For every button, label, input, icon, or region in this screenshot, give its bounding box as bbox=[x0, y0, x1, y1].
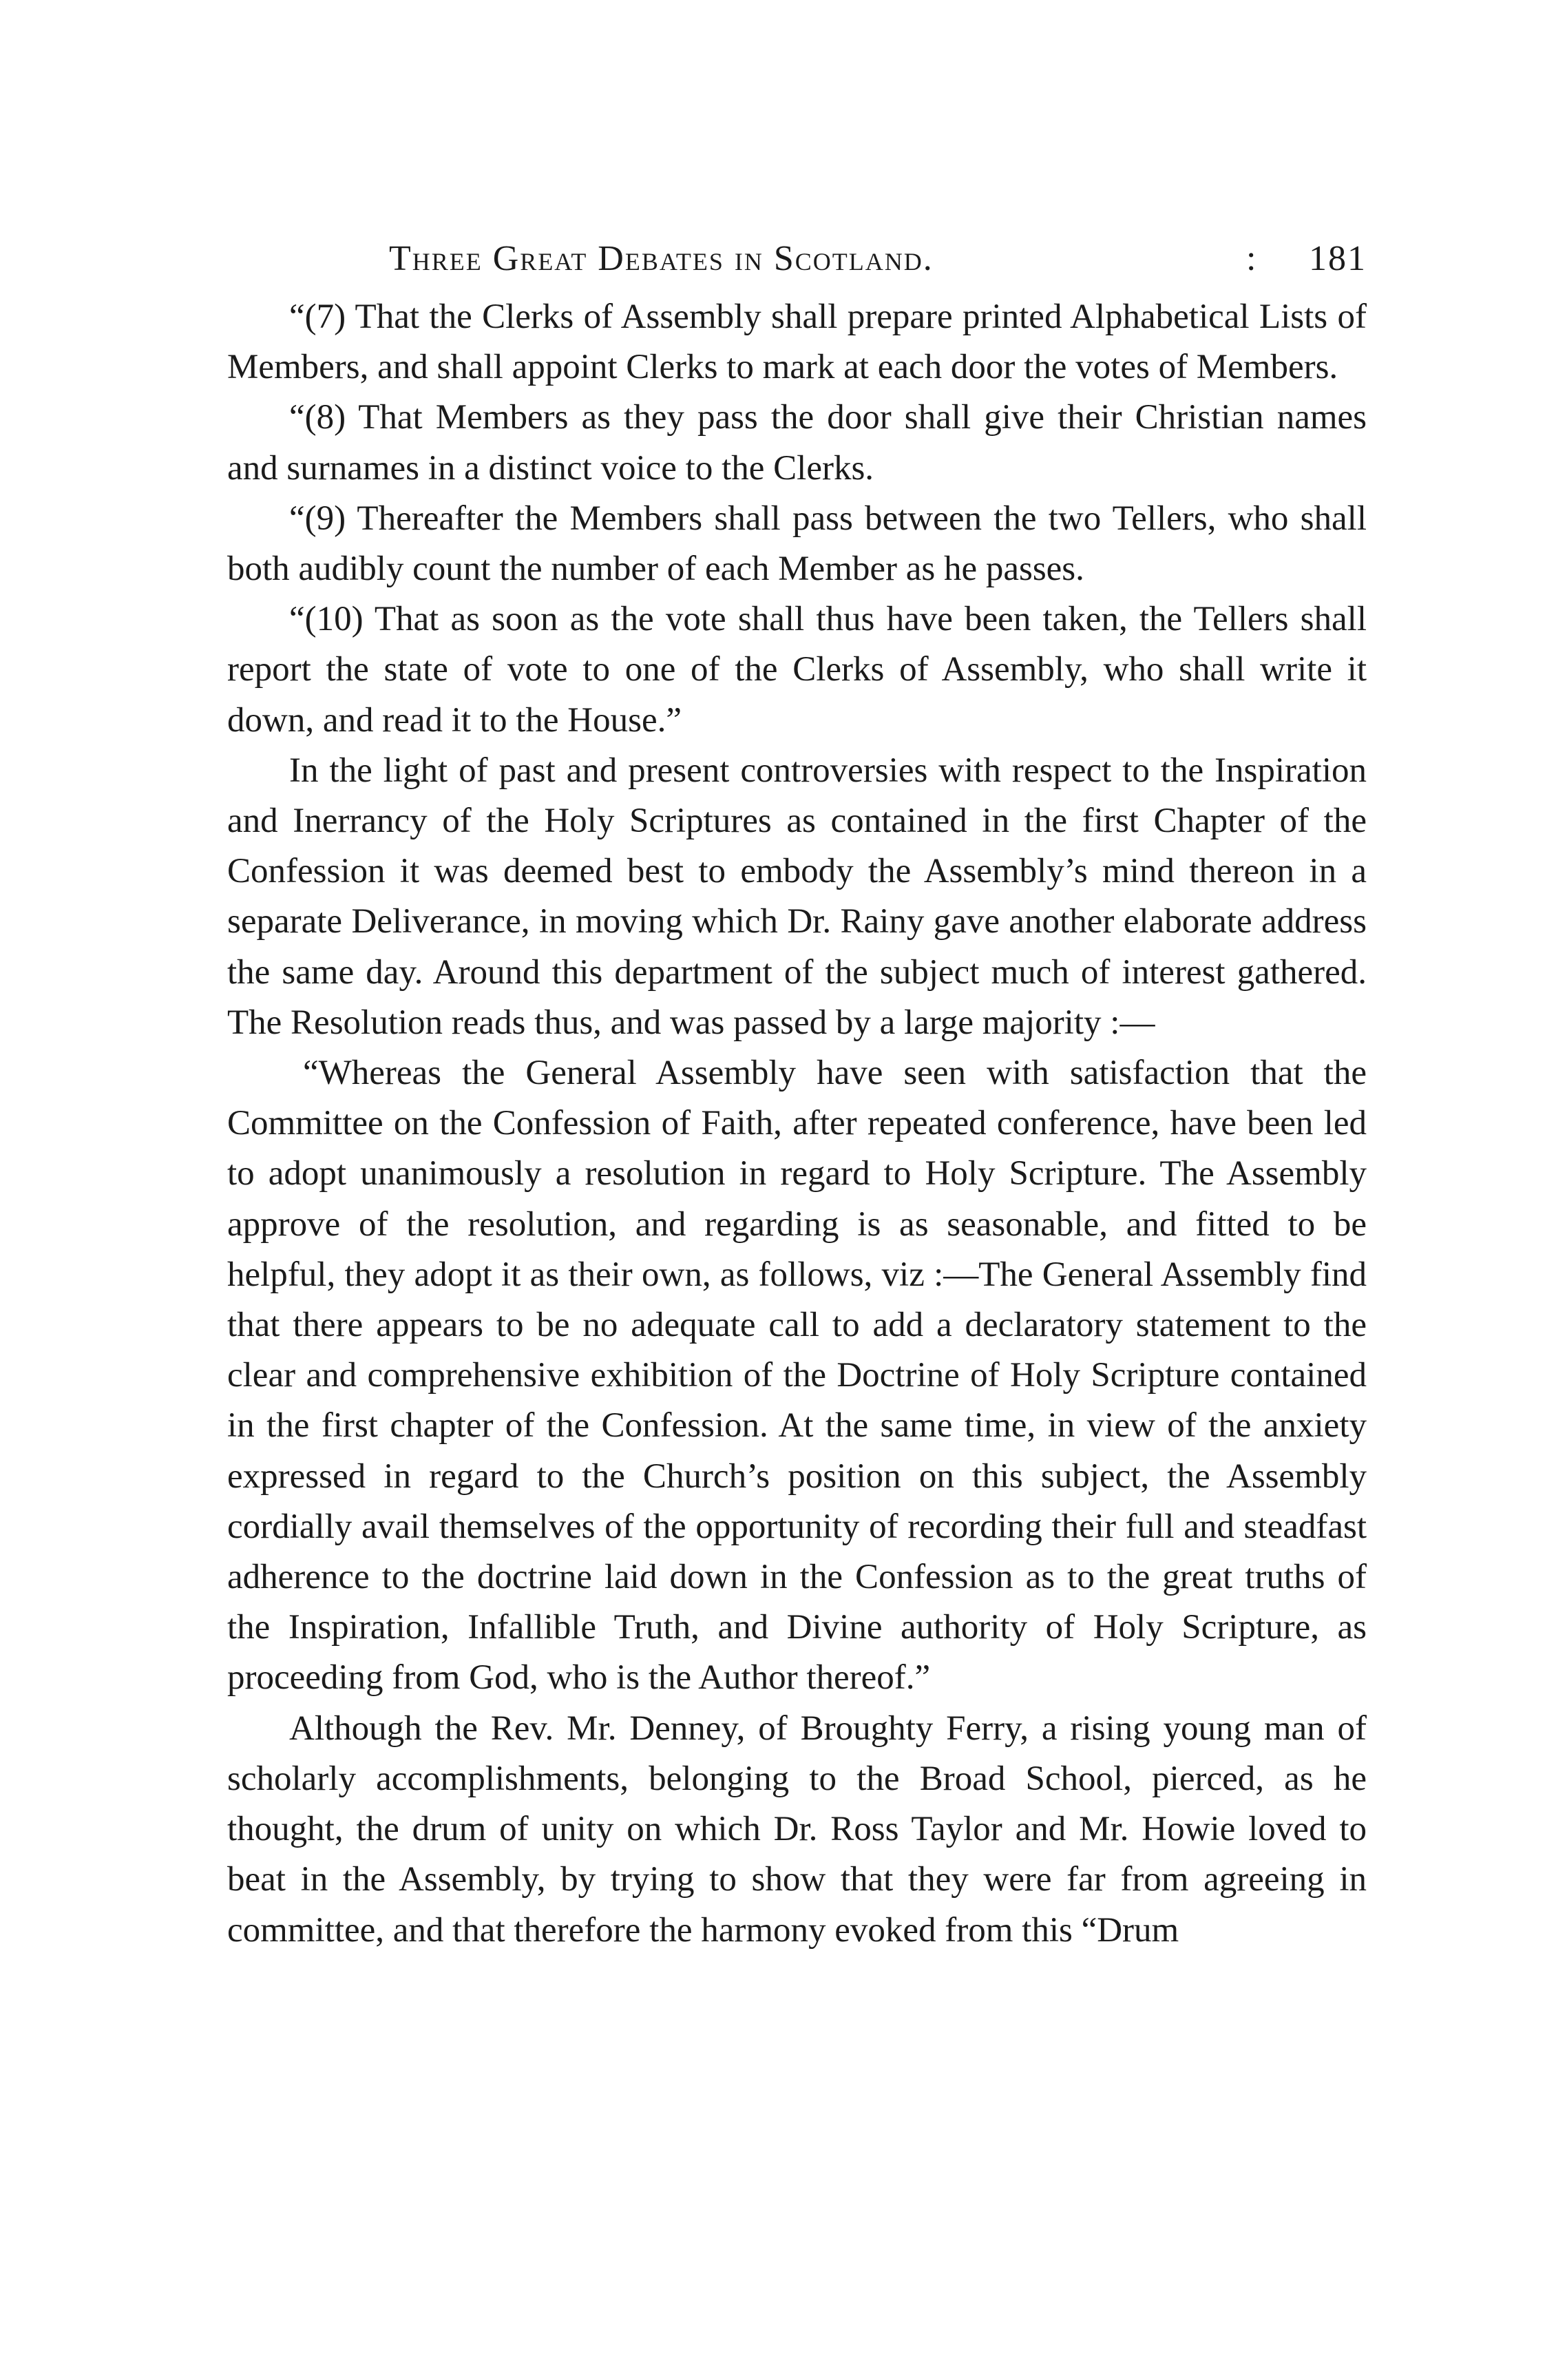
paragraph-rule-10: “(10) That as soon as the vote shall thus have been taken, the Tellers shall report the state of vote to one of the Clerks of Assembly, who shall write it down, and read it to the House.” bbox=[227, 600, 1367, 740]
paragraph-resolution-quote: “Whereas the General Assembly have seen with satisfaction that the Committee on the Confession of Faith, after repeated conference, have been led to adopt unanimously a resolution in regard to Holy Scripture. The Assembly approve of the resolution, and regarding is as seasonable, and fitted to be helpful, they adopt it as their own, as follows, viz :—The General Assembly find that there appears to be no adequate call to add a declaratory statement to the clear and comprehensive exhibition of the Doctrine of Holy Scripture contained in the first chapter of the Confession. At the same time, in view of the anxiety expressed in regard to the Church’s position on this subject, the Assembly cordially avail themselves of the opportunity of recording their full and steadfast adherence to the doctrine laid down in the Confession as to the great truths of the Inspiration, Infallible Truth, and Divine authority of Holy Scripture, as proceeding from God, who is the Author thereof.” bbox=[227, 1054, 1367, 1698]
running-title: Three Great Debates in Scotland. bbox=[389, 239, 934, 278]
paragraph-rule-7: “(7) That the Clerks of Assembly shall prepare printed Alphabetical Lists of Members, and shall appoint Clerks to mark at each door the votes of Members. bbox=[227, 298, 1367, 387]
paragraph-denney: Although the Rev. Mr. Denney, of Broughty Ferry, a rising young man of scholarly accomplishments, belonging to the Broad School, pierced, as he thought, the drum of unity on which Dr. Ross Taylor and Mr. Howie loved to beat in the Assembly, by trying to show that they were far from agreeing in committee, and that therefore the harmony evoked from this “Drum bbox=[227, 1709, 1367, 1950]
header-separator: : bbox=[1246, 239, 1258, 278]
body-text bbox=[227, 292, 1367, 1956]
paragraph-inspiration: In the light of past and present controversies with respect to the Inspiration and Inerrancy of the Holy Scriptures as contained in the first Chapter of the Confession it was deemed best to embody the Assembly’s mind thereon in a separate Deliverance, in moving which Dr. Rainy gave another elaborate address the same day. Around this department of the subject much of interest gathered. The Resolution reads thus, and was passed by a large majority :— bbox=[227, 751, 1367, 1042]
running-header bbox=[227, 238, 1367, 286]
book-page bbox=[227, 238, 1367, 1956]
paragraph-rule-8: “(8) That Members as they pass the door shall give their Christian names and surnames in a distinct voice to the Clerks. bbox=[227, 398, 1367, 488]
page-number: 181 bbox=[1309, 239, 1367, 278]
paragraph-rule-9: “(9) Thereafter the Members shall pass between the two Tellers, who shall both audibly count the number of each Member as he passes. bbox=[227, 499, 1367, 589]
